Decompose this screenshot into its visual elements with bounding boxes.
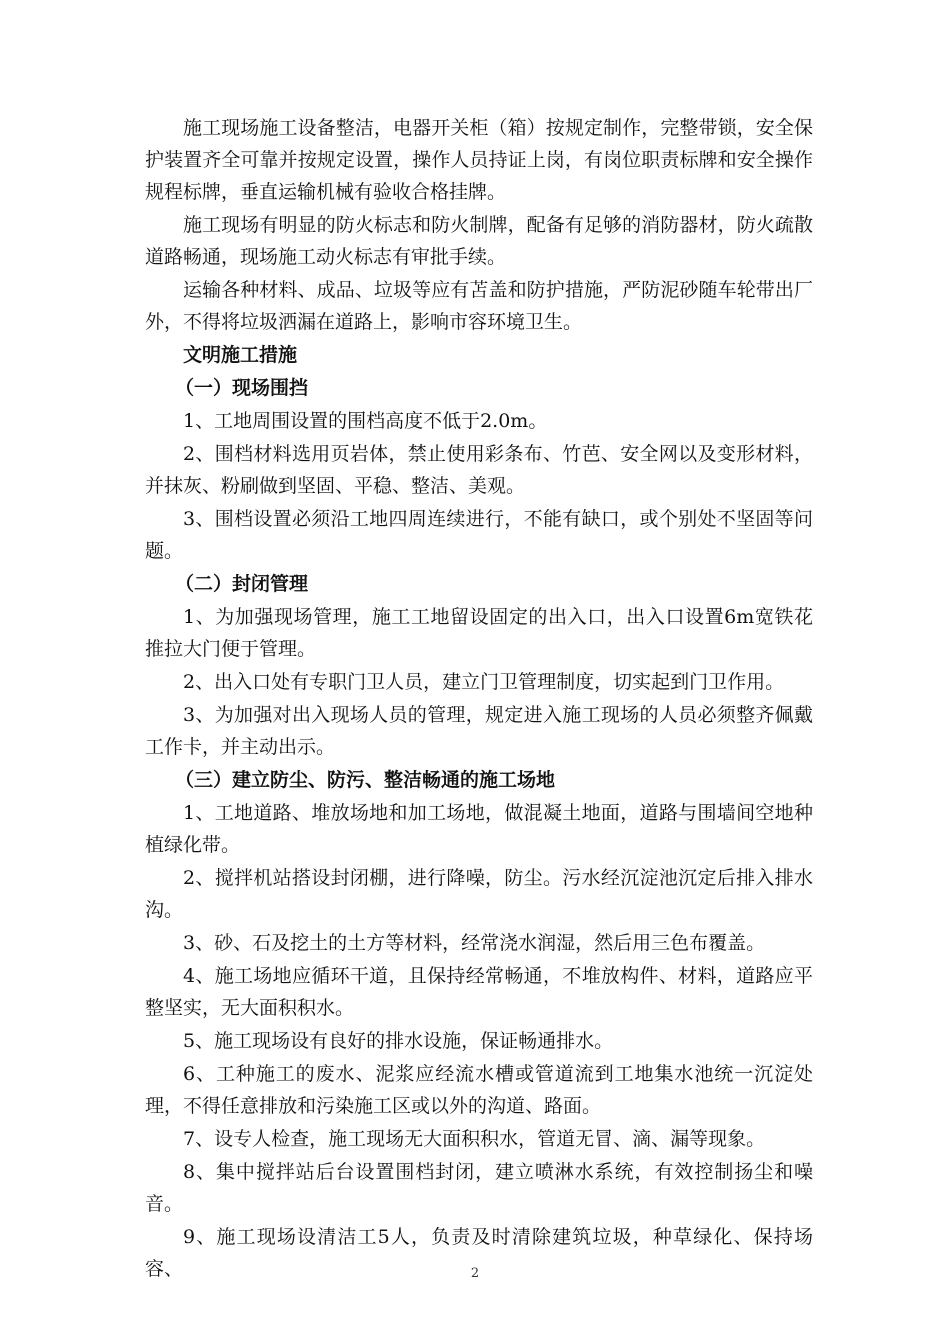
list-item: 8、集中搅拌站后台设置围档封闭，建立喷淋水系统，有效控制扬尘和噪音。 xyxy=(145,1161,813,1215)
list-item: 5、施工现场设有良好的排水设施，保证畅通排水。 xyxy=(183,1030,614,1052)
list-item: 3、为加强对出入现场人员的管理，规定进入施工现场的人员必须整齐佩戴工作卡，并主动出示。 xyxy=(145,704,813,758)
page-number: 2 xyxy=(470,1266,480,1281)
paragraph-fire-safety: 施工现场有明显的防火标志和防火制牌，配备有足够的消防器材，防火疏散道路畅通，现场施工动火标志有审批手续。 xyxy=(145,214,813,268)
list-item: 3、砂、石及挖土的土方等材料，经常浇水润湿，然后用三色布覆盖。 xyxy=(183,932,766,954)
list-item: 2、围档材料选用页岩体，禁止使用彩条布、竹芭、安全网以及变形材料，并抹灰、粉刷做到坚固、平稳、整洁、美观。 xyxy=(145,443,813,497)
subheading-dust-control: （三）建立防尘、防污、整洁畅通的施工场地 xyxy=(175,769,556,791)
list-item: 6、工种施工的废水、泥浆应经流水槽或管道流到工地集水池统一沉淀处理，不得任意排放和污染施工区或以外的沟道、路面。 xyxy=(145,1063,813,1117)
list-item: 1、工地道路、堆放场地和加工场地，做混凝土地面，道路与围墙间空地种植绿化带。 xyxy=(145,802,813,856)
list-item: 3、围档设置必须沿工地四周连续进行，不能有缺口，或个别处不坚固等问题。 xyxy=(145,508,813,562)
subheading-enclosure: （一）现场围挡 xyxy=(175,377,309,399)
list-item: 4、施工场地应循环干道，且保持经常畅通，不堆放构件、材料，道路应平整坚实，无大面积积水。 xyxy=(145,965,813,1019)
document-body xyxy=(145,112,813,1286)
section-heading: 文明施工措施 xyxy=(183,344,298,366)
list-item: 7、设专人检查，施工现场无大面积积水，管道无冒、滴、漏等现象。 xyxy=(183,1128,766,1150)
list-item: 2、搅拌机站搭设封闭棚，进行降噪，防尘。污水经沉淀池沉定后排入排水沟。 xyxy=(145,867,813,921)
list-item: 1、为加强现场管理，施工工地留设固定的出入口，出入口设置6m宽铁花推拉大门便于管理。 xyxy=(145,606,813,660)
subheading-closed-management: （二）封闭管理 xyxy=(175,573,309,595)
list-item: 1、工地周围设置的围档高度不低于2.0m。 xyxy=(183,410,548,432)
paragraph-equipment: 施工现场施工设备整洁，电器开关柜（箱）按规定制作，完整带锁，安全保护装置齐全可靠并按规定设置，操作人员持证上岗，有岗位职责标牌和安全操作规程标牌，垂直运输机械有验收合格挂牌。 xyxy=(145,117,813,203)
list-item: 2、出入口处有专职门卫人员，建立门卫管理制度，切实起到门卫作用。 xyxy=(183,671,785,693)
paragraph-transport: 运输各种材料、成品、垃圾等应有苫盖和防护措施，严防泥砂随车轮带出厂外，不得将垃圾洒漏在道路上，影响市容环境卫生。 xyxy=(145,279,813,333)
list-item: 9、施工现场设清洁工5人，负责及时清除建筑垃圾，种草绿化、保持场容、 xyxy=(145,1226,813,1280)
